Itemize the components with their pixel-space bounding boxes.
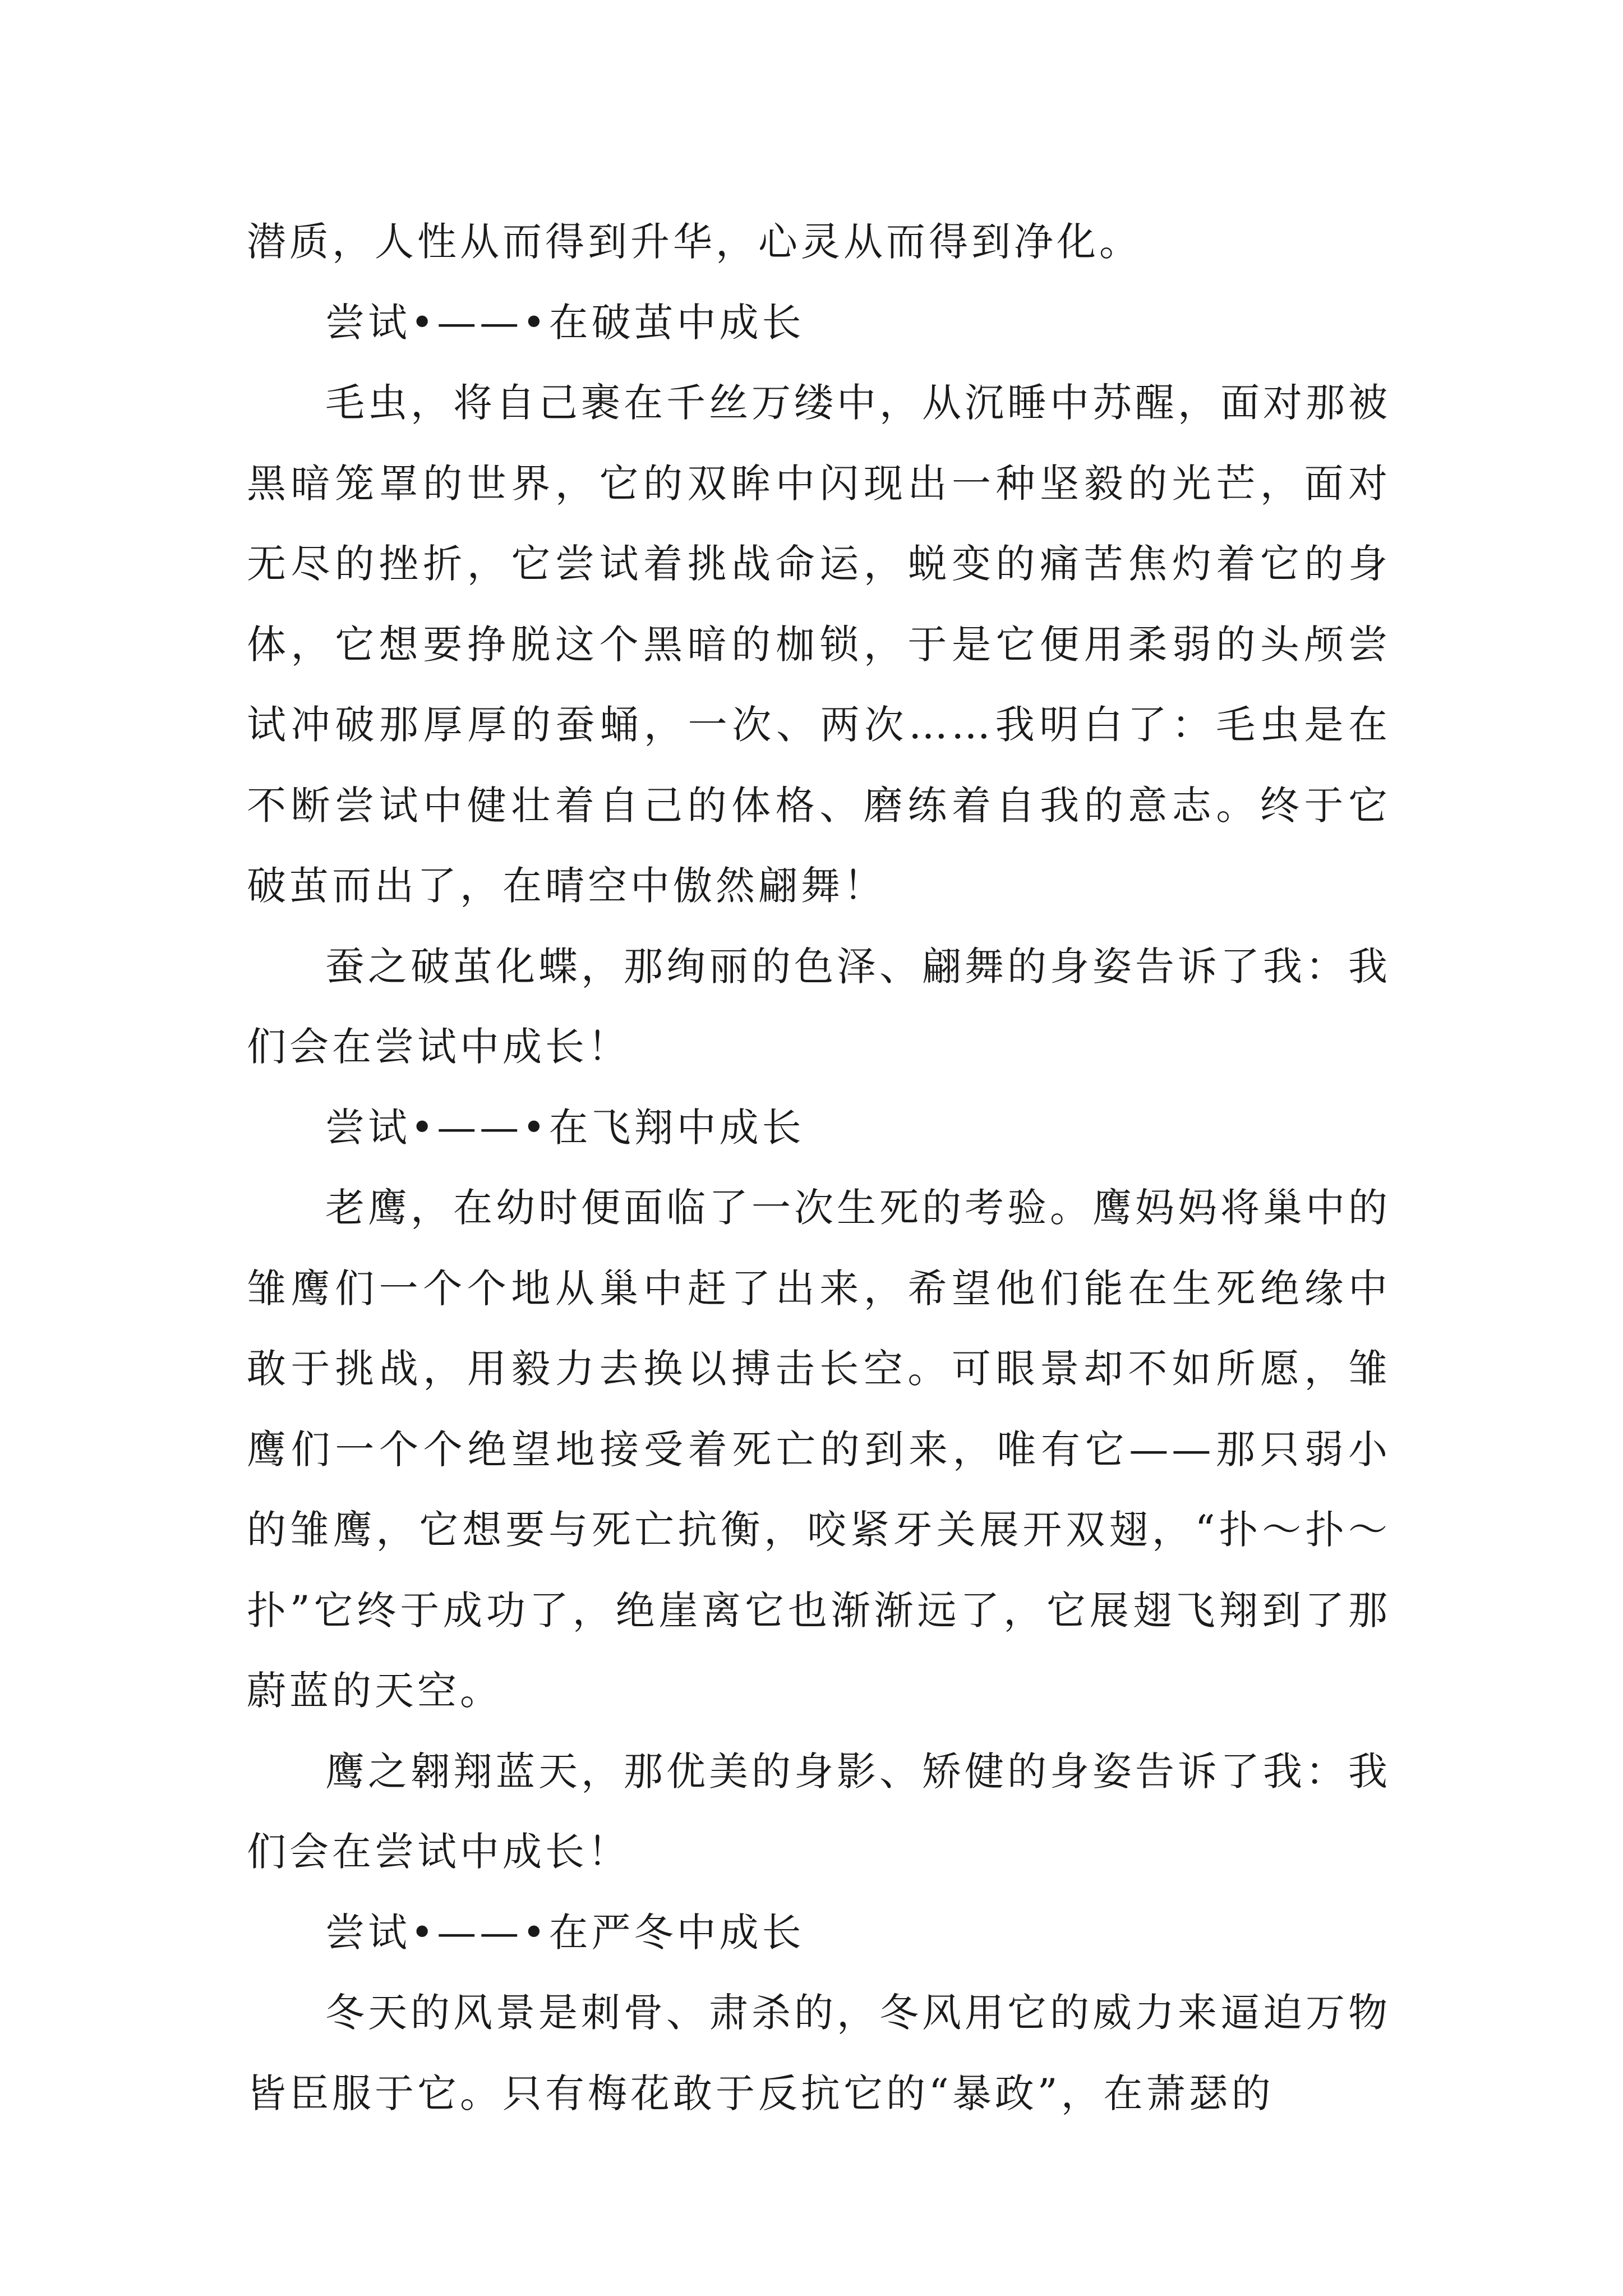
paragraph-winter: 冬天的风景是刺骨、肃杀的，冬风用它的威力来逼迫万物皆臣服于它。只有梅花敢于反抗它的“暴政”，在萧瑟的 — [247, 1990, 1391, 2116]
section-heading-cocoon: 尝试•——•在破茧中成长 — [325, 299, 805, 346]
paragraph-continuation: 潜质，人性从而得到升华，心灵从而得到净化。 — [247, 219, 1142, 265]
paragraph-caterpillar: 毛虫，将自己裹在千丝万缕中，从沉睡中苏醒，面对那被黑暗笼罩的世界，它的双眸中闪现出一种坚毅的光芒，面对无尽的挫折，它尝试着挑战命运，蜕变的痛苦焦灼着它的身体，它想要挣脱这个黑暗的枷锁，于是它便用柔弱的头颅尝试冲破那厚厚的蚕蛹，一次、两次……我明白了：毛虫是在不断尝试中健壮着自己的体格、磨练着自我的意志。终于它破茧而出了，在晴空中傲然翩舞！ — [247, 380, 1391, 909]
section-heading-winter: 尝试•——•在严冬中成长 — [325, 1909, 805, 1955]
section-heading-flight: 尝试•——•在飞翔中成长 — [325, 1104, 805, 1151]
paragraph-eagle: 老鹰，在幼时便面临了一次生死的考验。鹰妈妈将巢中的雏鹰们一个个地从巢中赶了出来，希望他们能在生死绝缘中敢于挑战，用毅力去换以搏击长空。可眼景却不如所愿，雏鹰们一个个绝望地接受着死亡的到来，唯有它——那只弱小的雏鹰，它想要与死亡抗衡，咬紧牙关展开双翅，“扑～扑～扑”它终于成功了，绝崖离它也渐渐远了，它展翅飞翔到了那蔚蓝的天空。 — [247, 1185, 1391, 1714]
document-body — [247, 202, 1391, 2134]
paragraph-eagle-conclusion: 鹰之翱翔蓝天，那优美的身影、矫健的身姿告诉了我：我们会在尝试中成长！ — [247, 1748, 1391, 1875]
paragraph-butterfly-conclusion: 蚕之破茧化蝶，那绚丽的色泽、翩舞的身姿告诉了我：我们会在尝试中成长！ — [247, 943, 1391, 1070]
